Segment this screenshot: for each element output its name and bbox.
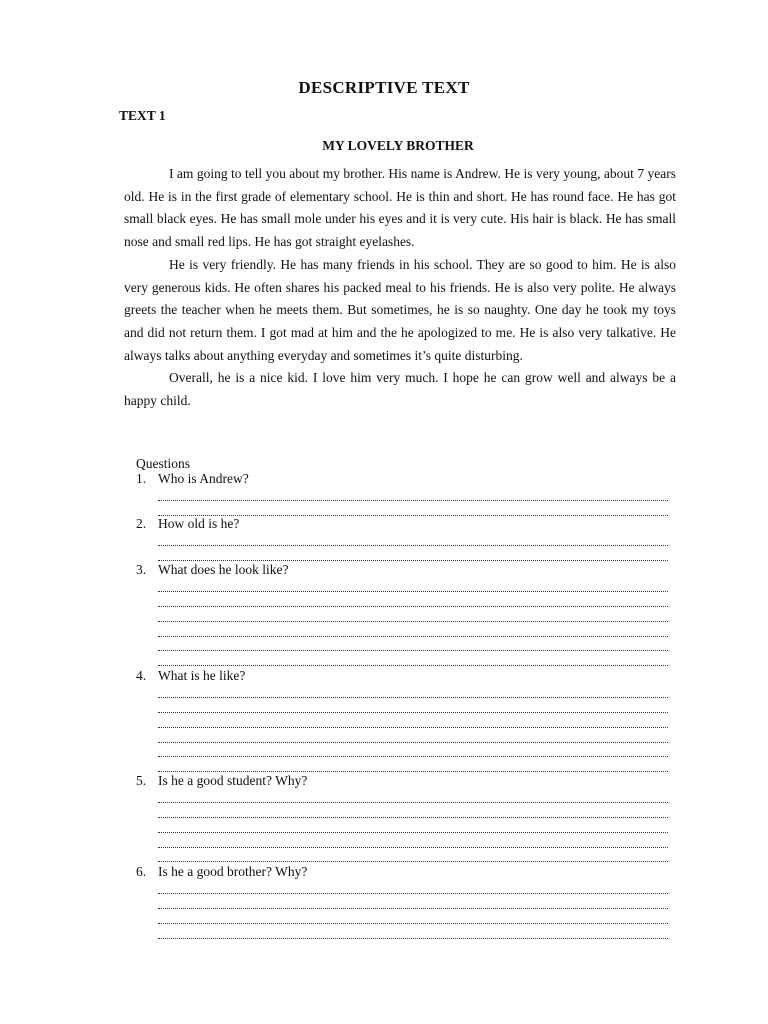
answer-lines[interactable] bbox=[136, 531, 681, 561]
story-body bbox=[124, 163, 676, 413]
question-text: Is he a good student? Why? bbox=[158, 773, 308, 788]
question-item bbox=[136, 773, 681, 862]
question-item bbox=[136, 562, 681, 666]
answer-line[interactable] bbox=[158, 622, 668, 637]
question-text: How old is he? bbox=[158, 516, 240, 531]
answer-line[interactable] bbox=[158, 683, 668, 698]
question-number: 2. bbox=[136, 516, 147, 531]
answer-line[interactable] bbox=[158, 803, 668, 818]
document-title: DESCRIPTIVE TEXT bbox=[298, 78, 470, 97]
answer-lines[interactable] bbox=[136, 879, 681, 939]
question-item bbox=[136, 471, 681, 516]
question-number: 4. bbox=[136, 668, 147, 683]
answer-line[interactable] bbox=[158, 909, 668, 924]
story-paragraph: Overall, he is a nice kid. I love him very much. I hope he can grow well and always be a happy child. bbox=[124, 370, 676, 409]
answer-line[interactable] bbox=[158, 728, 668, 743]
question-number: 5. bbox=[136, 773, 147, 788]
answer-line[interactable] bbox=[158, 501, 668, 516]
answer-line[interactable] bbox=[158, 818, 668, 833]
answer-line[interactable] bbox=[158, 743, 668, 758]
answer-line[interactable] bbox=[158, 651, 668, 666]
answer-line[interactable] bbox=[158, 531, 668, 546]
answer-line[interactable] bbox=[158, 757, 668, 772]
question-item bbox=[136, 516, 681, 561]
question-item bbox=[136, 864, 681, 939]
answer-line[interactable] bbox=[158, 788, 668, 803]
answer-lines[interactable] bbox=[136, 486, 681, 516]
answer-lines[interactable] bbox=[136, 788, 681, 862]
answer-line[interactable] bbox=[158, 698, 668, 713]
text-number-label: TEXT 1 bbox=[119, 108, 166, 123]
answer-line[interactable] bbox=[158, 607, 668, 622]
question-item bbox=[136, 668, 681, 772]
answer-line[interactable] bbox=[158, 592, 668, 607]
question-number: 1. bbox=[136, 471, 147, 486]
question-text: What does he look like? bbox=[158, 562, 289, 577]
story-title: MY LOVELY BROTHER bbox=[322, 138, 474, 153]
answer-line[interactable] bbox=[158, 486, 668, 501]
answer-line[interactable] bbox=[158, 848, 668, 863]
answer-lines[interactable] bbox=[136, 577, 681, 666]
answer-line[interactable] bbox=[158, 879, 668, 894]
question-text: What is he like? bbox=[158, 668, 246, 683]
question-number: 6. bbox=[136, 864, 147, 879]
answer-lines[interactable] bbox=[136, 683, 681, 772]
answer-line[interactable] bbox=[158, 546, 668, 561]
answer-line[interactable] bbox=[158, 833, 668, 848]
story-paragraph: I am going to tell you about my brother. His name is Andrew. He is very young, about 7 years old. He is in the first grade of elementary school. He is thin and short. He has round face. He has got small black eyes. He has small mole under his eyes and it is very cute. His hair is black. He has small nose and small red lips. He has got straight eyelashes. bbox=[124, 166, 676, 250]
answer-line[interactable] bbox=[158, 924, 668, 939]
question-text: Who is Andrew? bbox=[158, 471, 249, 486]
answer-line[interactable] bbox=[158, 894, 668, 909]
question-text: Is he a good brother? Why? bbox=[158, 864, 308, 879]
answer-line[interactable] bbox=[158, 637, 668, 652]
questions-heading: Questions bbox=[136, 456, 190, 471]
answer-line[interactable] bbox=[158, 577, 668, 592]
answer-line[interactable] bbox=[158, 713, 668, 728]
story-paragraph: He is very friendly. He has many friends in his school. They are so good to him. He is also very generous kids. He often shares his packed meal to his friends. He is also very polite. He always greets the teacher when he meets them. But sometimes, he is so naughty. One day he took my toys and did not return them. I got mad at him and the he apologized to me. He is also very talkative. He always talks about anything everyday and sometimes it’s quite disturbing. bbox=[124, 256, 676, 363]
question-number: 3. bbox=[136, 562, 147, 577]
